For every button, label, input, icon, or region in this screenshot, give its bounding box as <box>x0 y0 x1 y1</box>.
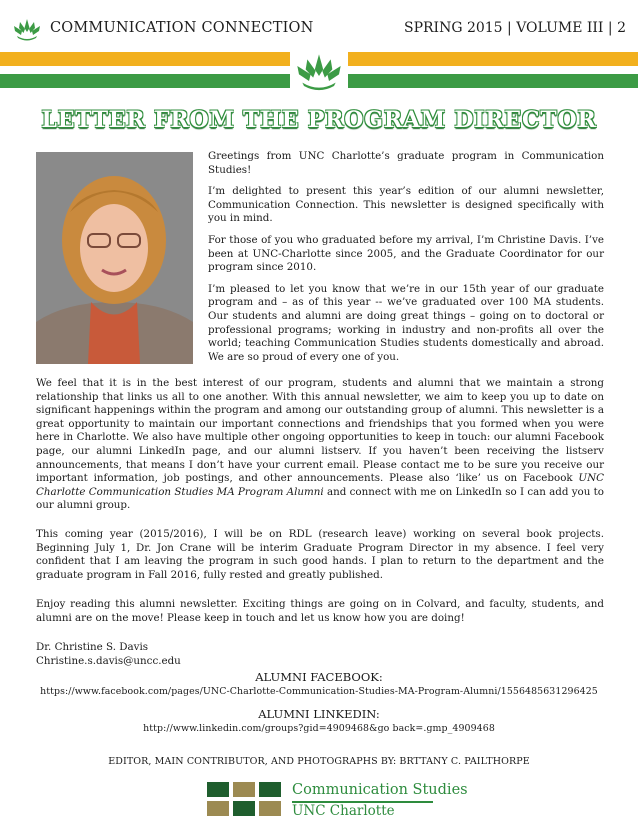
signature-email[interactable]: Christine.s.davis@uncc.edu <box>36 655 181 667</box>
paragraph-program-milestone: I’m pleased to let you know that we’re in our 15th year of our graduate program and – as of this year -- we’ve graduated over 100 MA students. Our students and alumni are doing great things – going on to doctoral or professional programs; working in industry and non-profits all over the world; teaching Communication Studies students domestically and abroad. We are so proud of every one of you. <box>208 282 604 363</box>
logo-university-name: UNC Charlotte <box>292 803 395 819</box>
issue-info: SPRING 2015 | VOLUME III | 2 <box>403 20 626 36</box>
letter-intro <box>208 150 604 372</box>
linkedin-link[interactable]: http://www.linkedin.com/groups?gid=4909468&go back=.gmp_4909468 <box>143 723 495 734</box>
signature-name: Dr. Christine S. Davis <box>36 641 149 653</box>
paragraph-newsletter-intro: I’m delighted to present this year’s edition of our alumni newsletter, Communication Connection. This newsletter is designed specifically with you in mind. <box>208 185 604 225</box>
newsletter-name: COMMUNICATION CONNECTION <box>50 20 314 36</box>
logo-tile <box>207 801 229 816</box>
linkedin-label: ALUMNI LINKEDIN: <box>258 707 380 721</box>
facebook-label: ALUMNI FACEBOOK: <box>255 670 383 684</box>
paragraph-research-leave: This coming year (2015/2016), I will be on RDL (research leave) working on several book projects. Beginning July 1, Dr. Jon Crane will be interim Graduate Program Director in my absence. I feel very confident that I am leaving the program in such good hands. I plan to return to the department and the graduate program in Fall 2016, fully rested and greatly published. <box>36 528 604 581</box>
relationship-text-end: and connect with me on LinkedIn so I can add you to our alumni group. <box>36 485 604 512</box>
relationship-text: We feel that it is in the best interest of our program, students and alumni that we maintain a strong relationship that links us all to one another. With this annual newsletter, we aim to keep you up to date on significant happenings within the program and among our outstanding group of alumni. This newsletter is a great opportunity to maintain our important connections and friendships that you formed when you were here in Charlotte. We also have multiple other ongoing opportunities to keep in touch: our alumni Facebook page, our alumni LinkedIn page, and our alumni listserv. If you haven’t been receiving the listserv announcements, that means I don’t have your current email. Please contact me to be sure you receive our important information, job postings, and other announcements. Please also ‘like’ us on Facebook <box>36 377 604 485</box>
logo-tile <box>259 801 281 816</box>
logo-tile <box>207 782 229 797</box>
unc-crown-emblem-icon <box>294 49 344 93</box>
page-header <box>0 0 638 105</box>
signature-block <box>36 640 604 668</box>
paragraph-greeting: Greetings from UNC Charlotte’s graduate program in Communication Studies! <box>208 150 604 176</box>
unc-crown-logo-icon <box>12 16 42 42</box>
emblem-badge <box>290 48 348 94</box>
paragraph-relationship <box>36 377 604 513</box>
paragraph-closing: Enjoy reading this alumni newsletter. Exciting things are going on in Colvard, and faculty, students, and alumni are on the move! Please keep in touch and let us know how you are doing! <box>36 598 604 624</box>
logo-department-name: Communication Studies <box>292 782 468 798</box>
page-title: LETTER FROM THE PROGRAM DIRECTOR <box>41 107 597 133</box>
facebook-link[interactable]: https://www.facebook.com/pages/UNC-Charlotte-Communication-Studies-MA-Program-Alumni/1556485631296425 <box>40 686 598 697</box>
logo-tile <box>259 782 281 797</box>
facebook-page-name: UNC Charlotte Communication Studies MA Program Alumni <box>36 472 604 498</box>
logo-tile <box>233 782 255 797</box>
paragraph-introduction: For those of you who graduated before my arrival, I’m Christine Davis. I’ve been at UNC-Charlotte since 2005, and the Graduate Coordinator for our program since 2010. <box>208 233 604 274</box>
director-portrait <box>36 152 193 364</box>
editor-credit: EDITOR, MAIN CONTRIBUTOR, AND PHOTOGRAPHS BY: BRTTANY C. PAILTHORPE <box>108 756 530 767</box>
logo-tile <box>233 801 255 816</box>
communication-studies-logo <box>207 782 468 819</box>
